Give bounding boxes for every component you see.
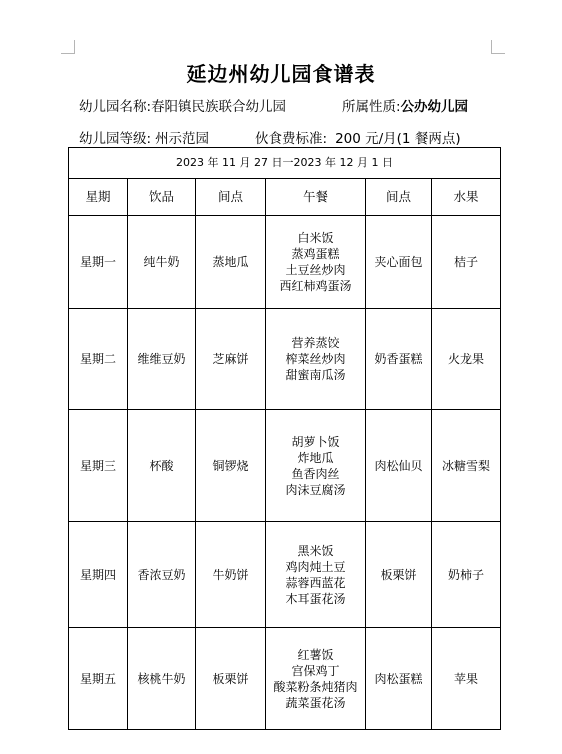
- day-cell: 星期一: [69, 216, 128, 309]
- kindergarten-name-label: 幼儿园名称:: [79, 99, 152, 115]
- header-drink: 饮品: [128, 179, 196, 216]
- lunch-item: 黑米饭: [297, 543, 334, 558]
- snack-morning-cell: 芝麻饼: [196, 309, 266, 410]
- lunch-item: 鸡肉炖土豆: [285, 559, 346, 574]
- lunch-item: 甜蜜南瓜汤: [285, 368, 346, 382]
- kindergarten-name: [79, 95, 286, 115]
- kindergarten-nature-value: 公办幼儿园: [400, 99, 469, 115]
- header-row: [69, 179, 501, 216]
- day-cell: 星期五: [69, 628, 128, 730]
- fruit-cell: 苹果: [432, 628, 501, 730]
- lunch-item: 炸地瓜: [297, 450, 334, 465]
- drink-cell: 香浓豆奶: [128, 522, 196, 628]
- snack-morning-cell: 蒸地瓜: [196, 216, 266, 309]
- page-title: 延边州幼儿园食谱表: [186, 62, 376, 86]
- lunch-item: 榨菜丝炒肉: [285, 352, 346, 366]
- lunch-cell: [266, 216, 366, 309]
- drink-cell: 纯牛奶: [128, 216, 196, 309]
- lunch-item: 鱼香肉丝: [291, 466, 340, 481]
- lunch-cell: [266, 628, 366, 730]
- lunch-cell: [266, 522, 366, 628]
- kindergarten-nature: [342, 95, 468, 115]
- lunch-item: 肉沫豆腐汤: [285, 482, 346, 497]
- lunch-item: 土豆丝炒肉: [285, 263, 346, 277]
- lunch-item: 红薯饭: [297, 647, 334, 662]
- snack-afternoon-cell: 肉松蛋糕: [366, 628, 432, 730]
- drink-cell: 杯酸: [128, 410, 196, 522]
- snack-morning-cell: 牛奶饼: [196, 522, 266, 628]
- page-corner-mark-top-right: [491, 40, 505, 54]
- menu-table: [68, 147, 501, 730]
- lunch-item: 宫保鸡丁: [291, 663, 340, 678]
- lunch-item: 胡萝卜饭: [291, 434, 340, 449]
- header-lunch: 午餐: [266, 179, 366, 216]
- day-cell: 星期三: [69, 410, 128, 522]
- header-snack-morning: 间点: [196, 179, 266, 216]
- table-row: [69, 522, 501, 628]
- snack-afternoon-cell: 肉松仙贝: [366, 410, 432, 522]
- drink-cell: 维维豆奶: [128, 309, 196, 410]
- header-day: 星期: [69, 179, 128, 216]
- lunch-item: 酸菜粉条炖猪肉: [273, 679, 358, 694]
- meal-fee: [255, 127, 461, 147]
- lunch-item: 木耳蛋花汤: [285, 591, 346, 606]
- date-range: 2023 年 11 月 27 日一2023 年 12 月 1 日: [69, 148, 501, 179]
- fruit-cell: 奶柿子: [432, 522, 501, 628]
- drink-cell: 核桃牛奶: [128, 628, 196, 730]
- lunch-item: 白米饭: [297, 231, 334, 245]
- table-row: [69, 410, 501, 522]
- lunch-item: 蒜蓉西蓝花: [285, 575, 346, 590]
- kindergarten-nature-label: 所属性质:: [342, 99, 401, 115]
- meal-fee-label: 伙食费标准:: [255, 131, 328, 147]
- header-fruit: 水果: [432, 179, 501, 216]
- fruit-cell: 火龙果: [432, 309, 501, 410]
- fruit-cell: 桔子: [432, 216, 501, 309]
- table-row: [69, 628, 501, 730]
- snack-afternoon-cell: 夹心面包: [366, 216, 432, 309]
- snack-morning-cell: 铜锣烧: [196, 410, 266, 522]
- lunch-item: 营养蒸饺: [291, 336, 340, 350]
- fruit-cell: 冰糖雪梨: [432, 410, 501, 522]
- header-snack-afternoon: 间点: [366, 179, 432, 216]
- table-row: [69, 309, 501, 410]
- kindergarten-grade-value: 州示范园: [155, 131, 210, 147]
- lunch-cell: [266, 309, 366, 410]
- day-cell: 星期四: [69, 522, 128, 628]
- snack-morning-cell: 板栗饼: [196, 628, 266, 730]
- kindergarten-name-value: 春阳镇民族联合幼儿园: [151, 99, 287, 115]
- date-range-row: [69, 148, 501, 179]
- meal-fee-value: 200 元/月(1 餐两点): [335, 131, 461, 147]
- kindergarten-grade-label: 幼儿园等级:: [79, 131, 152, 147]
- page-corner-mark-top-left: [61, 40, 75, 54]
- lunch-item: 西红柿鸡蛋汤: [279, 279, 352, 293]
- day-cell: 星期二: [69, 309, 128, 410]
- snack-afternoon-cell: 板栗饼: [366, 522, 432, 628]
- lunch-item: 蔬菜蛋花汤: [285, 695, 346, 710]
- lunch-cell: [266, 410, 366, 522]
- lunch-item: 蒸鸡蛋糕: [291, 247, 340, 261]
- snack-afternoon-cell: 奶香蛋糕: [366, 309, 432, 410]
- table-row: [69, 216, 501, 309]
- kindergarten-grade: [79, 127, 209, 147]
